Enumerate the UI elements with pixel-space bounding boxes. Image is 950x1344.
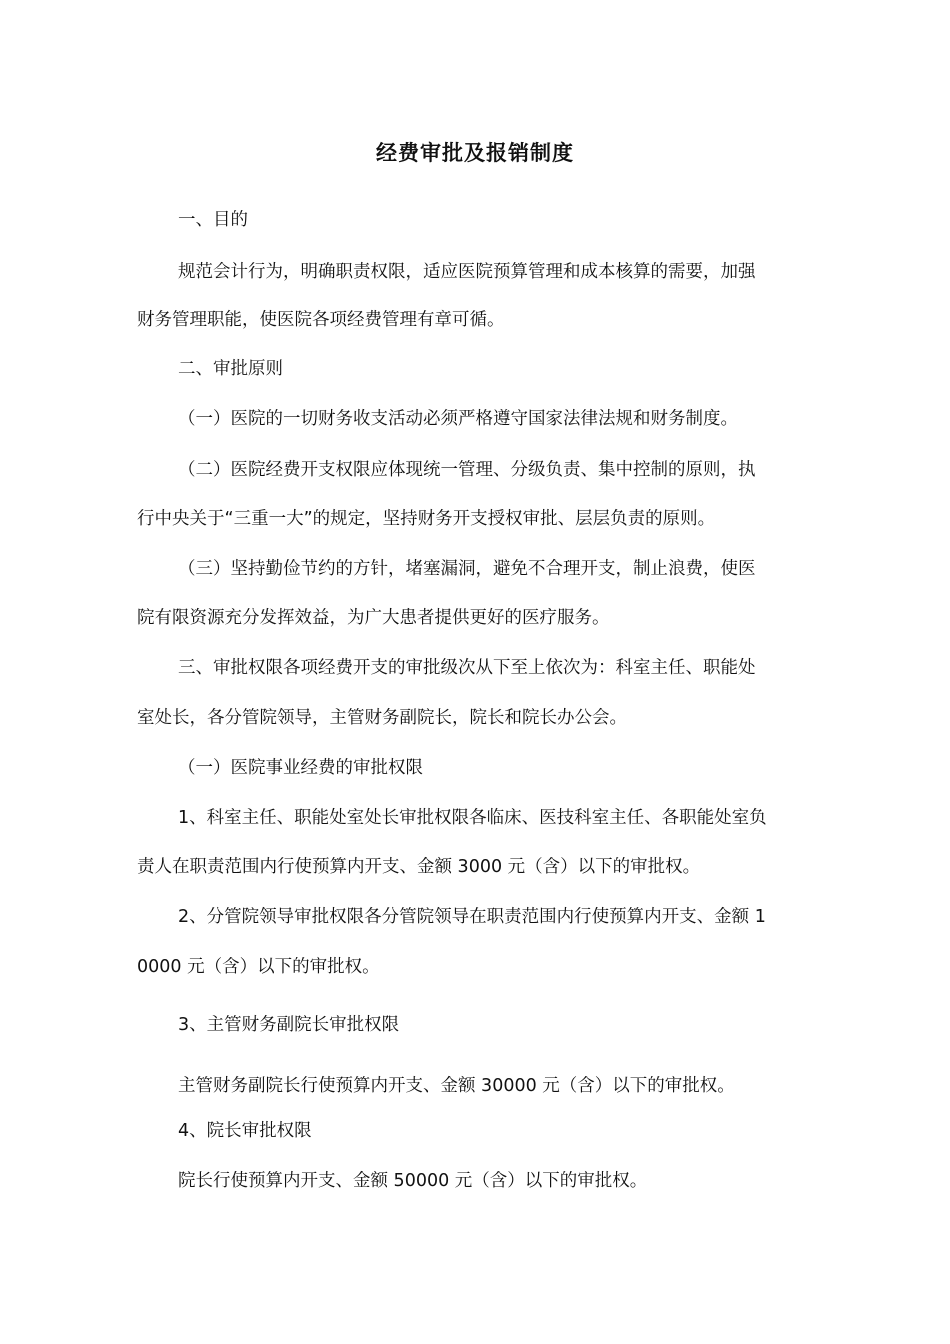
subsection-heading: 3、主管财务副院长审批权限	[178, 1015, 400, 1035]
paragraph-line: 院有限资源充分发挥效益，为广大患者提供更好的医疗服务。	[137, 608, 610, 628]
paragraph-line: （二）医院经费开支权限应体现统一管理、分级负责、集中控制的原则，执	[178, 460, 756, 480]
paragraph-line: 2、分管院领导审批权限各分管院领导在职责范围内行使预算内开支、金额 1	[178, 907, 766, 927]
paragraph-line: 责人在职责范围内行使预算内开支、金额 3000 元（含）以下的审批权。	[137, 857, 701, 877]
paragraph-line: 规范会计行为，明确职责权限，适应医院预算管理和成本核算的需要，加强	[178, 262, 756, 282]
paragraph-line: （三）坚持勤俭节约的方针，堵塞漏洞，避免不合理开支，制止浪费，使医	[178, 559, 756, 579]
section-heading-authority: 三、审批权限各项经费开支的审批级次从下至上依次为：科室主任、职能处	[178, 658, 756, 678]
paragraph-line: 院长行使预算内开支、金额 50000 元（含）以下的审批权。	[178, 1171, 648, 1191]
section-heading-principles: 二、审批原则	[178, 359, 283, 379]
document-title: 经费审批及报销制度	[376, 141, 574, 165]
subsection-heading: 4、院长审批权限	[178, 1121, 312, 1141]
paragraph-line: 行中央关于“三重一大”的规定，坚持财务开支授权审批、层层负责的原则。	[137, 509, 716, 529]
paragraph-line: 1、科室主任、职能处室处长审批权限各临床、医技科室主任、各职能处室负	[178, 808, 767, 828]
paragraph-line: （一）医院的一切财务收支活动必须严格遵守国家法律法规和财务制度。	[178, 409, 738, 429]
paragraph-line: 财务管理职能，使医院各项经费管理有章可循。	[137, 310, 505, 330]
paragraph-line: 0000 元（含）以下的审批权。	[137, 957, 380, 977]
subsection-heading: （一）医院事业经费的审批权限	[178, 758, 423, 778]
paragraph-line: 主管财务副院长行使预算内开支、金额 30000 元（含）以下的审批权。	[178, 1076, 735, 1096]
paragraph-line: 室处长，各分管院领导，主管财务副院长，院长和院长办公会。	[137, 708, 627, 728]
section-heading-purpose: 一、目的	[178, 210, 248, 230]
